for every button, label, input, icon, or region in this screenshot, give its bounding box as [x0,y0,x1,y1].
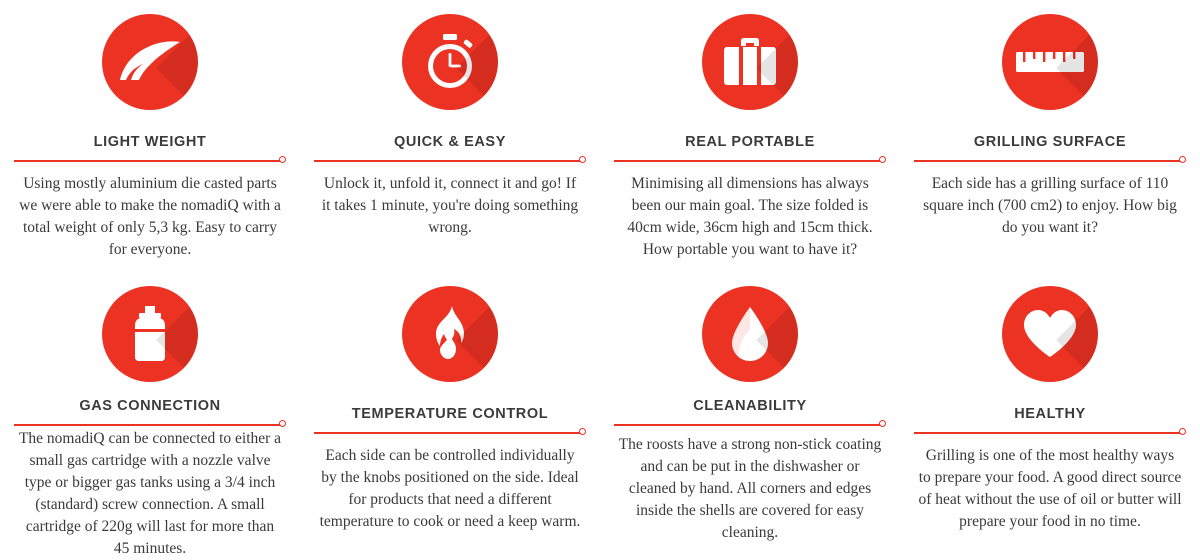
feature-title: TEMPERATURE CONTROL [351,406,549,422]
heart-icon [1002,286,1098,382]
title-underline [14,156,286,165]
feature-card-quick-easy [300,0,600,272]
ruler-icon [1002,14,1098,110]
title-underline [314,156,586,165]
feature-text: Each side has a grilling surface of 110 square inch (700 cm2) to enjoy. How big do you want it? [923,175,1177,236]
underline-line [314,160,581,162]
icon-container [614,286,886,382]
feature-title: HEALTHY [1014,406,1086,422]
feature-title: CLEANABILITY [693,398,807,414]
feature-text: Each side can be controlled individually by the knobs positioned on the side. Ideal for products that need a different temperature to cook or need a keep warm. [319,447,581,530]
underline-line [614,424,881,426]
feature-title: REAL PORTABLE [685,134,815,150]
underline-line [614,160,881,162]
feature-card-light-weight [0,0,300,272]
feature-card-temperature-control [300,272,600,544]
icon-container [914,14,1186,118]
water-drop-icon [702,286,798,382]
icon-container [314,14,586,118]
flame-icon [402,286,498,382]
underline-dot [879,156,886,163]
underline-dot [1179,156,1186,163]
icon-container [14,14,286,118]
title-underline [614,420,886,426]
feature-text: Using mostly aluminium die casted parts we were able to make the nomadiQ with a total weight of only 5,3 kg. Easy to carry for everyone. [19,175,281,258]
underline-dot [1179,428,1186,435]
underline-dot [879,420,886,427]
underline-line [314,432,581,434]
underline-dot [279,156,286,163]
underline-line [914,160,1181,162]
underline-dot [579,428,586,435]
suitcase-icon [702,14,798,110]
title-underline [614,156,886,165]
feather-icon [102,14,198,110]
title-underline [914,156,1186,165]
icon-container [14,286,286,382]
feature-card-healthy [900,272,1200,544]
feature-card-gas-connection [0,272,300,557]
feature-card-cleanability [600,272,900,544]
underline-line [14,160,281,162]
icon-container [914,286,1186,390]
feature-card-grilling-surface [900,0,1200,272]
underline-line [914,432,1181,434]
icon-container [314,286,586,390]
underline-line [14,424,281,426]
feature-title: GRILLING SURFACE [973,134,1127,150]
feature-text: Minimising all dimensions has always been our main goal. The size folded is 40cm wide, 36cm high and 15cm thick. How portable you want to have it? [627,175,873,258]
feature-text: The roosts have a strong non-stick coating and can be put in the dishwasher or cleaned by hand. All corners and edges inside the shells are covered for easy cleaning. [618,436,882,541]
feature-text: Grilling is one of the most healthy ways to prepare your food. A good direct source of heat without the use of oil or butter will prepare your food in no time. [918,447,1182,530]
underline-dot [279,420,286,427]
icon-container [614,14,886,118]
title-underline [914,428,1186,437]
title-underline [314,428,586,437]
feature-text: The nomadiQ can be connected to either a small gas cartridge with a nozzle valve type or bigger gas tanks using a 3/4 inch (standard) screw connection. A small cartridge of 220g will last for more than 45 minutes. [18,430,282,557]
feature-title: GAS CONNECTION [79,398,221,414]
underline-dot [579,156,586,163]
feature-title: LIGHT WEIGHT [93,134,207,150]
feature-title: QUICK & EASY [394,134,506,150]
feature-text: Unlock it, unfold it, connect it and go! If it takes 1 minute, you're doing something wrong. [321,175,579,236]
feature-card-real-portable [600,0,900,272]
gas-cylinder-icon [102,286,198,382]
stopwatch-icon [402,14,498,110]
